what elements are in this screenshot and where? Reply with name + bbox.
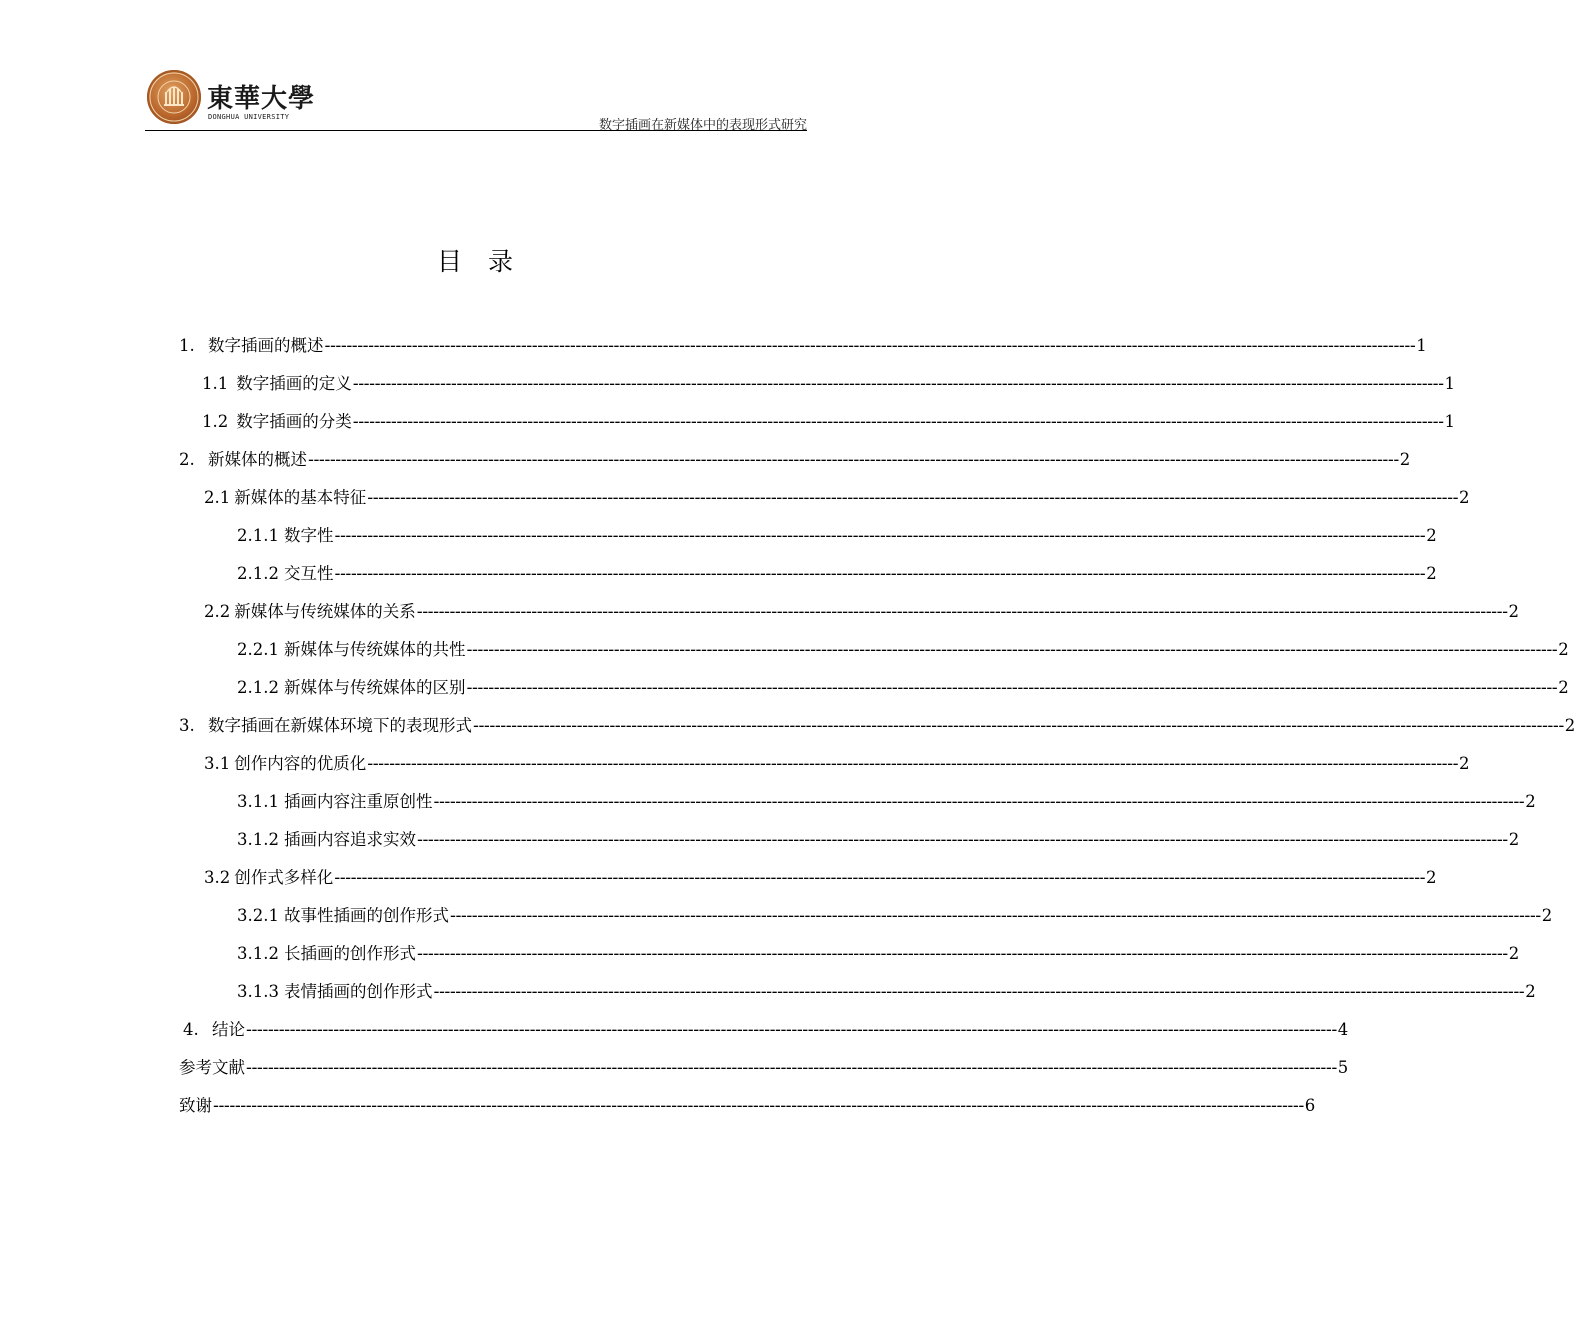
toc-entry[interactable] [202,372,1456,396]
toc-entry[interactable] [204,600,1520,624]
toc-entry[interactable] [204,866,1437,890]
toc-entry-number: 3.1 [204,754,231,773]
toc-entry-leader: -------------------------------------------------------------------------------------------------------------------------------------------------------------------------------------------------------- [352,412,1444,431]
toc-title: 目录 [436,247,539,276]
toc-entry-number: 2.1.2 [237,564,279,583]
toc-entry-leader: -------------------------------------------------------------------------------------------------------------------------------------------------------------------------------------------------------- [466,678,1558,697]
toc-entry-text: 数字插画的定义 [236,374,352,393]
toc-entry-leader: -------------------------------------------------------------------------------------------------------------------------------------------------------------------------------------------------------- [416,944,1508,963]
toc-entry-leader: -------------------------------------------------------------------------------------------------------------------------------------------------------------------------------------------------------- [416,602,1508,621]
toc-entry-page: 1 [1444,412,1456,431]
toc-entry-page: 1 [1416,336,1427,355]
university-name-en: DONGHUA UNIVERSITY [208,113,290,121]
toc-entry-text: 新媒体与传统媒体的共性 [283,640,466,659]
toc-entry-leader: -------------------------------------------------------------------------------------------------------------------------------------------------------------------------------------------------------- [324,336,1416,355]
toc-entry-text: 插画内容注重原创性 [283,792,433,811]
toc-entry-leader: -------------------------------------------------------------------------------------------------------------------------------------------------------------------------------------------------------- [367,488,1459,507]
toc-entry-number: 1.2 [202,412,229,431]
toc-entry-text: 新媒体的概述 [208,450,307,469]
toc-entry[interactable] [183,1018,1349,1042]
toc-entry[interactable] [237,942,1520,966]
toc-entry-page: 2 [1426,868,1437,887]
toc-entry-leader: -------------------------------------------------------------------------------------------------------------------------------------------------------------------------------------------------------- [246,1058,1337,1077]
toc-entry-leader: -------------------------------------------------------------------------------------------------------------------------------------------------------------------------------------------------------- [473,716,1564,735]
page-header [145,64,807,132]
toc-entry-number: 4. [183,1020,199,1039]
toc-entry-page: 2 [1508,602,1520,621]
toc-entry-page: 2 [1525,792,1536,811]
toc-entry-text: 数字性 [283,526,334,545]
toc-entry-text: 数字插画的概述 [208,336,324,355]
toc-entry-number: 3.2.1 [237,906,279,925]
toc-entry-text: 参考文献 [179,1058,245,1077]
toc-entry-text: 创作内容的优质化 [234,754,367,773]
toc-entry-number: 3. [179,716,195,735]
toc-entry-leader: -------------------------------------------------------------------------------------------------------------------------------------------------------------------------------------------------------- [367,754,1459,773]
university-seal-logo [147,70,201,124]
toc-entry-number: 2.1.1 [237,526,279,545]
toc-entry[interactable] [204,752,1470,776]
toc-entry-leader: -------------------------------------------------------------------------------------------------------------------------------------------------------------------------------------------------------- [433,982,1525,1001]
toc-entry[interactable] [179,334,1427,358]
toc-entry-page: 2 [1426,564,1437,583]
toc-entry-page: 1 [1444,374,1456,393]
toc-entry-page: 2 [1508,944,1520,963]
toc-entry-page: 2 [1525,982,1536,1001]
toc-entry-text: 插画内容追求实效 [283,830,416,849]
toc-entry-text: 数字插画在新媒体环境下的表现形式 [208,716,472,735]
toc-entry-text: 故事性插画的创作形式 [283,906,449,925]
toc-entry-leader: -------------------------------------------------------------------------------------------------------------------------------------------------------------------------------------------------------- [334,868,1426,887]
toc-entry-number: 2.2 [204,602,231,621]
toc-entry-page: 6 [1304,1096,1316,1115]
toc-entry-page: 2 [1558,678,1569,697]
toc-entry-text: 表情插画的创作形式 [283,982,433,1001]
toc-entry-number: 2.1 [204,488,231,507]
toc-entry[interactable] [179,448,1411,472]
toc-entry-leader: -------------------------------------------------------------------------------------------------------------------------------------------------------------------------------------------------------- [433,792,1525,811]
toc-entry-page: 5 [1337,1058,1349,1077]
toc-entry-number: 3.1.2 [237,830,279,849]
toc-entry[interactable] [237,790,1536,814]
toc-entry[interactable] [237,524,1437,548]
toc-entry-leader: -------------------------------------------------------------------------------------------------------------------------------------------------------------------------------------------------------- [213,1096,1304,1115]
toc-entry[interactable] [237,638,1569,662]
toc-entry-page: 2 [1558,640,1569,659]
toc-entry[interactable] [179,1094,1316,1118]
toc-entry-text: 致谢 [179,1096,212,1115]
toc-entry-leader: -------------------------------------------------------------------------------------------------------------------------------------------------------------------------------------------------------- [246,1020,1337,1039]
toc-entry[interactable] [237,676,1569,700]
toc-entry-page: 2 [1459,754,1470,773]
toc-entry-text: 交互性 [283,564,334,583]
toc-entry-number: 1. [179,336,195,355]
header-divider [145,130,807,131]
toc-entry-leader: -------------------------------------------------------------------------------------------------------------------------------------------------------------------------------------------------------- [352,374,1444,393]
toc-entry-text: 新媒体的基本特征 [234,488,367,507]
toc-entry-page: 2 [1399,450,1411,469]
toc-entry-number: 1.1 [202,374,229,393]
toc-entry-leader: -------------------------------------------------------------------------------------------------------------------------------------------------------------------------------------------------------- [466,640,1558,659]
toc-entry-page: 2 [1564,716,1575,735]
toc-entry[interactable] [237,828,1520,852]
toc-entry-text: 长插画的创作形式 [283,944,416,963]
toc-entry-text: 创作式多样化 [234,868,334,887]
toc-entry-number: 3.1.1 [237,792,279,811]
toc-entry[interactable] [202,410,1456,434]
toc-entry-number: 2. [179,450,195,469]
toc-entry-page: 4 [1337,1020,1349,1039]
toc-entry-leader: -------------------------------------------------------------------------------------------------------------------------------------------------------------------------------------------------------- [449,906,1541,925]
toc-entry-text: 新媒体与传统媒体的关系 [234,602,416,621]
toc-entry-number: 3.1.3 [237,982,279,1001]
toc-entry-leader: -------------------------------------------------------------------------------------------------------------------------------------------------------------------------------------------------------- [308,450,1399,469]
toc-entry-number: 2.2.1 [237,640,279,659]
university-name: 東華大學 [207,84,316,114]
document-title: 数字插画在新媒体中的表现形式研究 [598,118,807,133]
toc-entry[interactable] [179,1056,1349,1080]
toc-entry-page: 2 [1459,488,1470,507]
toc-entry[interactable] [179,714,1575,738]
toc-entry[interactable] [204,486,1470,510]
toc-entry-text: 数字插画的分类 [236,412,352,431]
toc-entry[interactable] [237,562,1437,586]
toc-entry-number: 3.2 [204,868,231,887]
toc-entry-number: 2.1.2 [237,678,279,697]
toc-entry-leader: -------------------------------------------------------------------------------------------------------------------------------------------------------------------------------------------------------- [416,830,1508,849]
toc-entry-leader: -------------------------------------------------------------------------------------------------------------------------------------------------------------------------------------------------------- [334,564,1426,583]
toc-entry-text: 结论 [212,1020,245,1039]
toc-entry[interactable] [237,980,1536,1004]
toc-entry-number: 3.1.2 [237,944,279,963]
toc-entry-page: 2 [1541,906,1553,925]
toc-entry[interactable] [237,904,1553,928]
toc-entry-leader: -------------------------------------------------------------------------------------------------------------------------------------------------------------------------------------------------------- [334,526,1426,545]
toc-entry-text: 新媒体与传统媒体的区别 [283,678,466,697]
toc-entry-page: 2 [1508,830,1520,849]
toc-entry-page: 2 [1426,526,1437,545]
